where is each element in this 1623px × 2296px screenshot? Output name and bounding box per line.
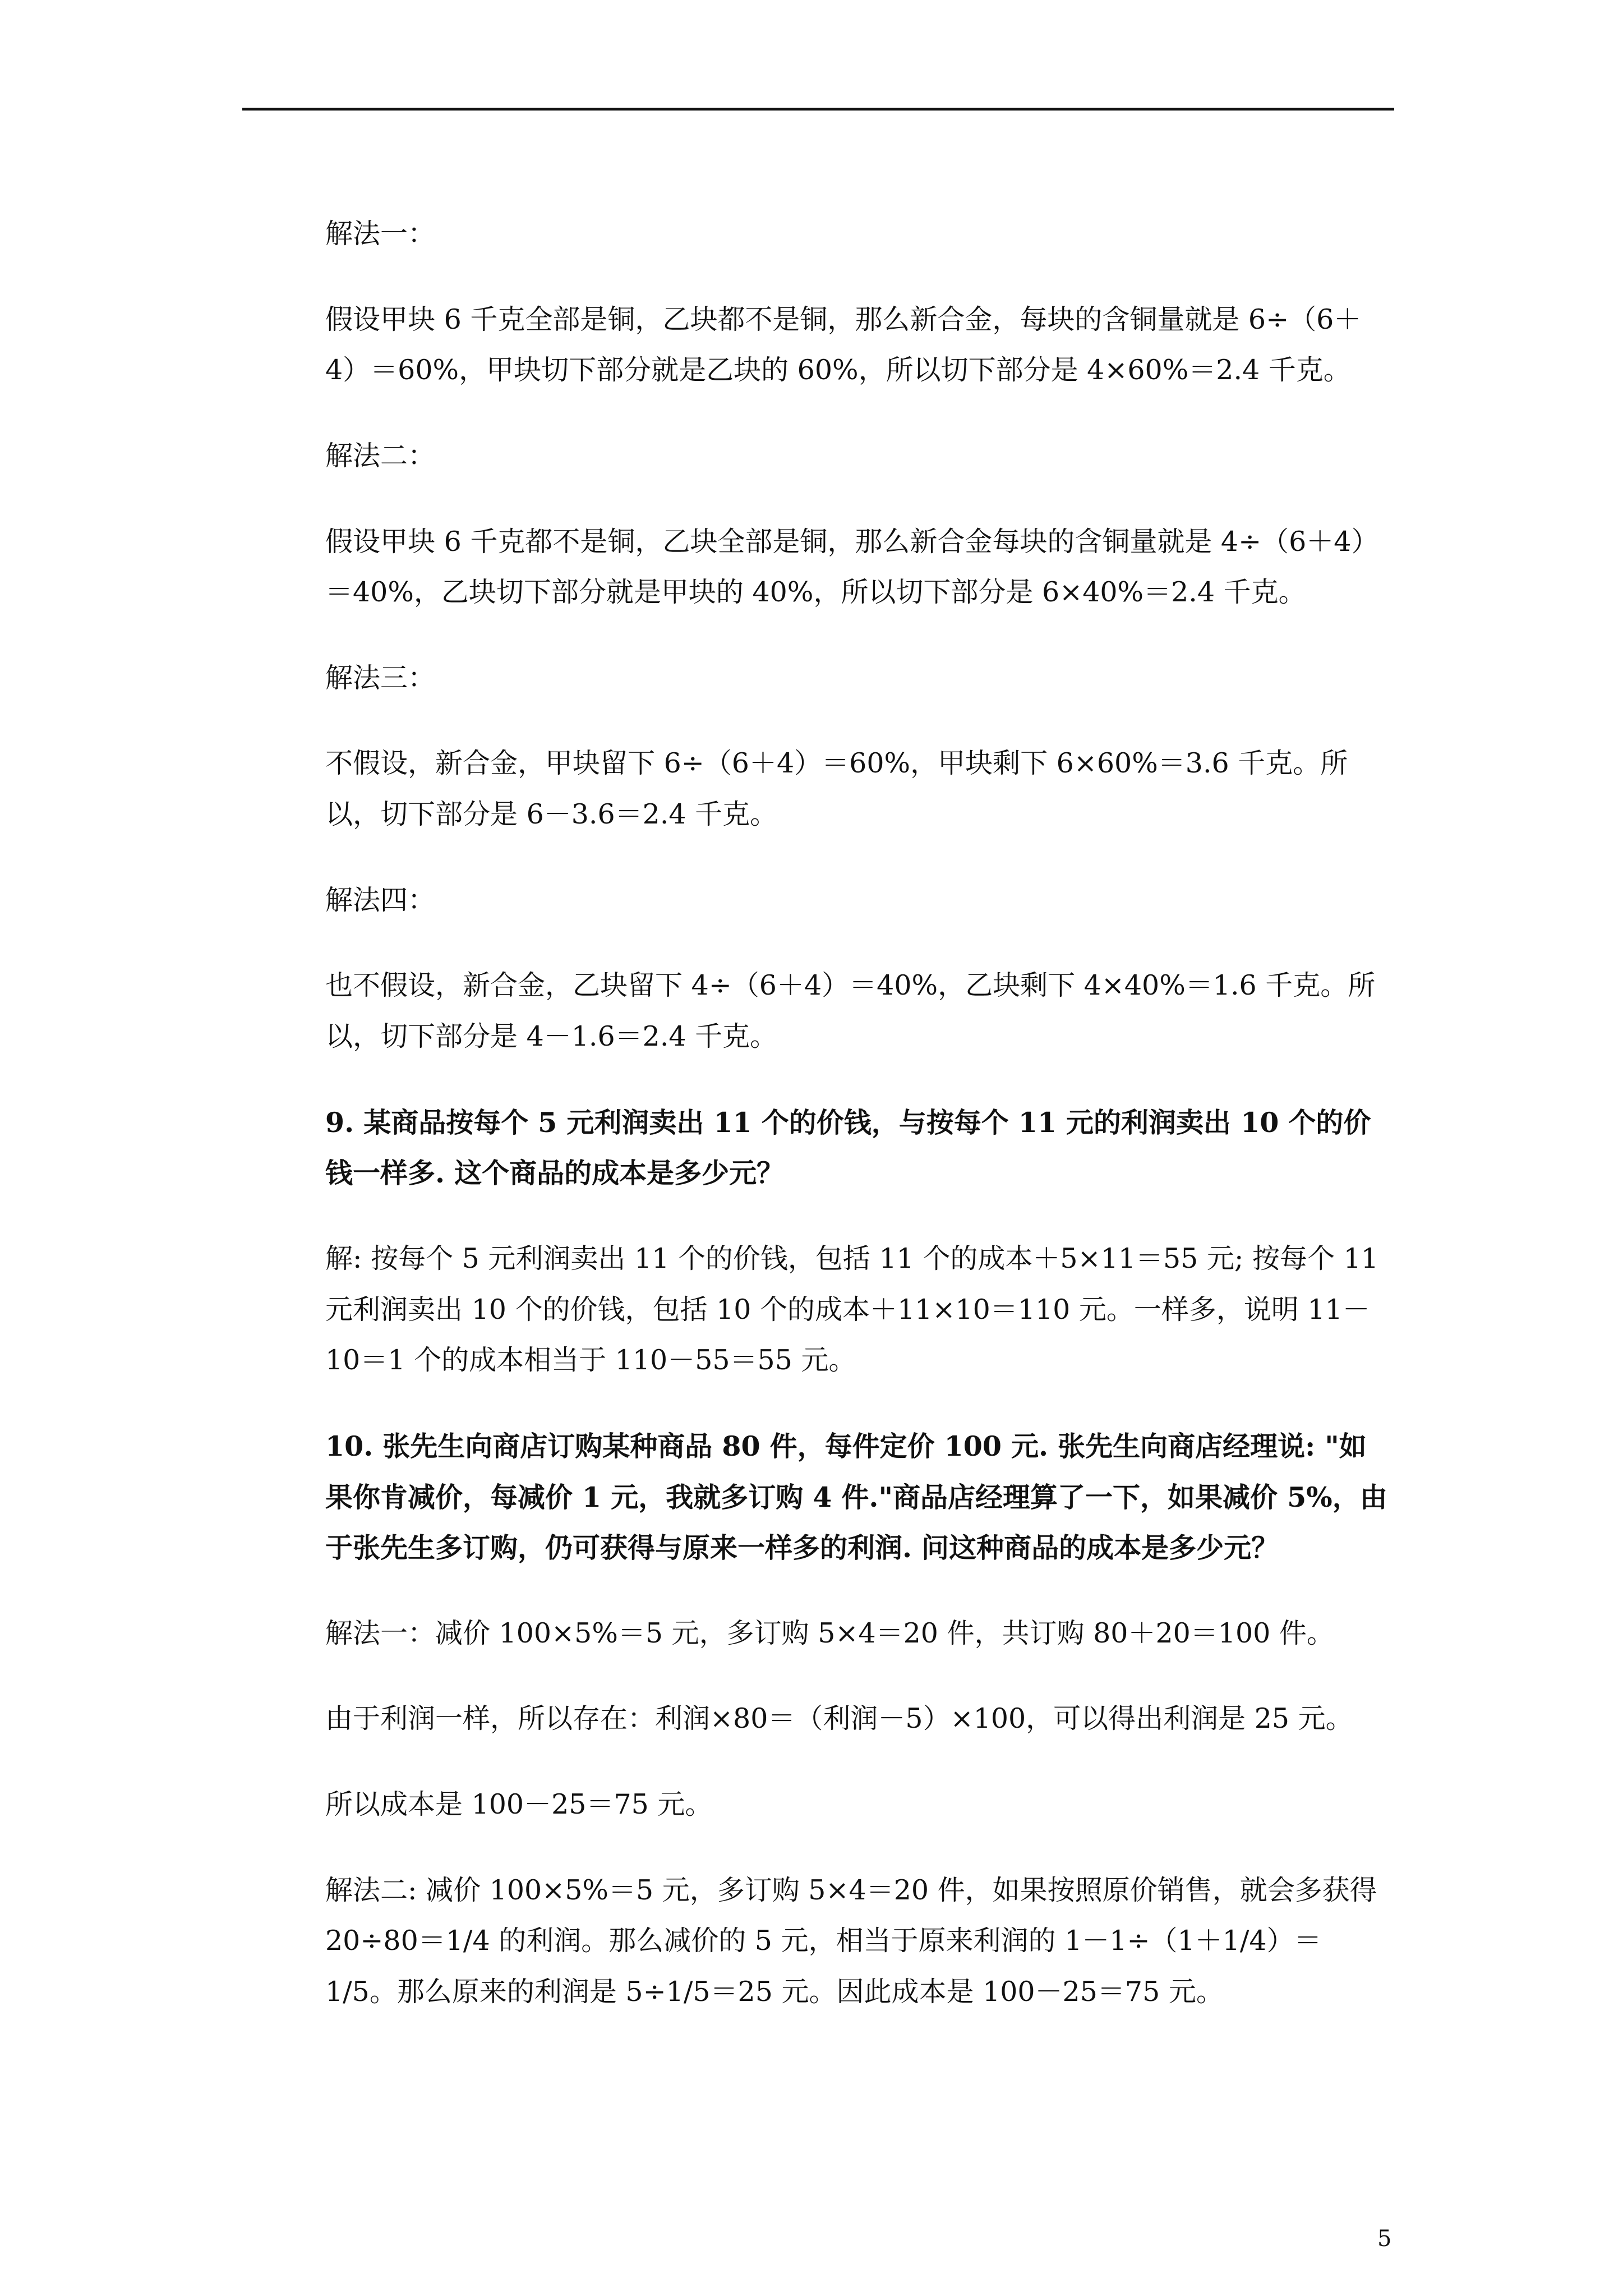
problem-10-solution-2: 解法二: 减价 100×5%＝5 元，多订购 5×4＝20 件，如果按照原价销售，就会多获得 20÷80＝1/4 的利润。那么减价的 5 元，相当于原来利润的 1－1÷（1＋1/4）＝1/5。那么原来的利润是 5÷1/5＝25 元。因此成本是 100－25＝75 元。 <box>325 1874 1377 2008</box>
solution-1-text: 假设甲块 6 千克全部是铜，乙块都不是铜，那么新合金，每块的含铜量就是 6÷（6＋4）＝60%，甲块切下部分就是乙块的 60%，所以切下部分是 4×60%＝2.4 千克。 <box>325 303 1362 386</box>
solution-3-text: 不假设，新合金，甲块留下 6÷（6＋4）＝60%，甲块剩下 6×60%＝3.6 千克。所以，切下部分是 6－3.6＝2.4 千克。 <box>325 747 1348 831</box>
problem-10-solution-1-line-3: 所以成本是 100－25＝75 元。 <box>325 1788 713 1821</box>
solution-2-heading: 解法二： <box>325 439 436 472</box>
header-rule <box>242 108 1394 111</box>
solution-1-heading: 解法一： <box>325 218 436 250</box>
problem-10-solution-1-line-1: 解法一：减价 100×5%＝5 元，多订购 5×4＝20 件，共订购 80＋20＝100 件。 <box>325 1617 1334 1649</box>
problem-9: 9. 某商品按每个 5 元利润卖出 11 个的价钱，与按每个 11 元的利润卖出 10 个的价钱一样多. 这个商品的成本是多少元？ <box>325 1106 1371 1190</box>
page-number: 5 <box>1377 2226 1392 2252</box>
solution-4-heading: 解法四： <box>325 884 436 916</box>
solution-3-heading: 解法三： <box>325 661 436 694</box>
solution-4-text: 也不假设，新合金，乙块留下 4÷（6＋4）＝40%，乙块剩下 4×40%＝1.6 千克。所以，切下部分是 4－1.6＝2.4 千克。 <box>325 969 1376 1053</box>
problem-10: 10. 张先生向商店订购某种商品 80 件，每件定价 100 元. 张先生向商店经理说: "如果你肯减价，每减价 1 元，我就多订购 4 件."商品店经理算了一下，如果减价 5%，由于张先生多订购，仍可获得与原来一样多的利润. 问这种商品的成本是多少元？ <box>325 1429 1387 1565</box>
solution-2-text: 假设甲块 6 千克都不是铜，乙块全部是铜，那么新合金每块的含铜量就是 4÷（6＋4）＝40%，乙块切下部分就是甲块的 40%，所以切下部分是 6×40%＝2.4 千克。 <box>325 525 1379 609</box>
problem-10-solution-1-line-2: 由于利润一样，所以存在：利润×80＝（利润－5）×100，可以得出利润是 25 元。 <box>325 1703 1353 1735</box>
problem-9-solution: 解: 按每个 5 元利润卖出 11 个的价钱，包括 11 个的成本＋5×11＝55 元; 按每个 11 元利润卖出 10 个的价钱，包括 10 个的成本＋11×10＝110 元。一样多，说明 11－10＝1 个的成本相当于 110－55＝55 元。 <box>325 1242 1378 1377</box>
document-body <box>325 209 1391 2018</box>
